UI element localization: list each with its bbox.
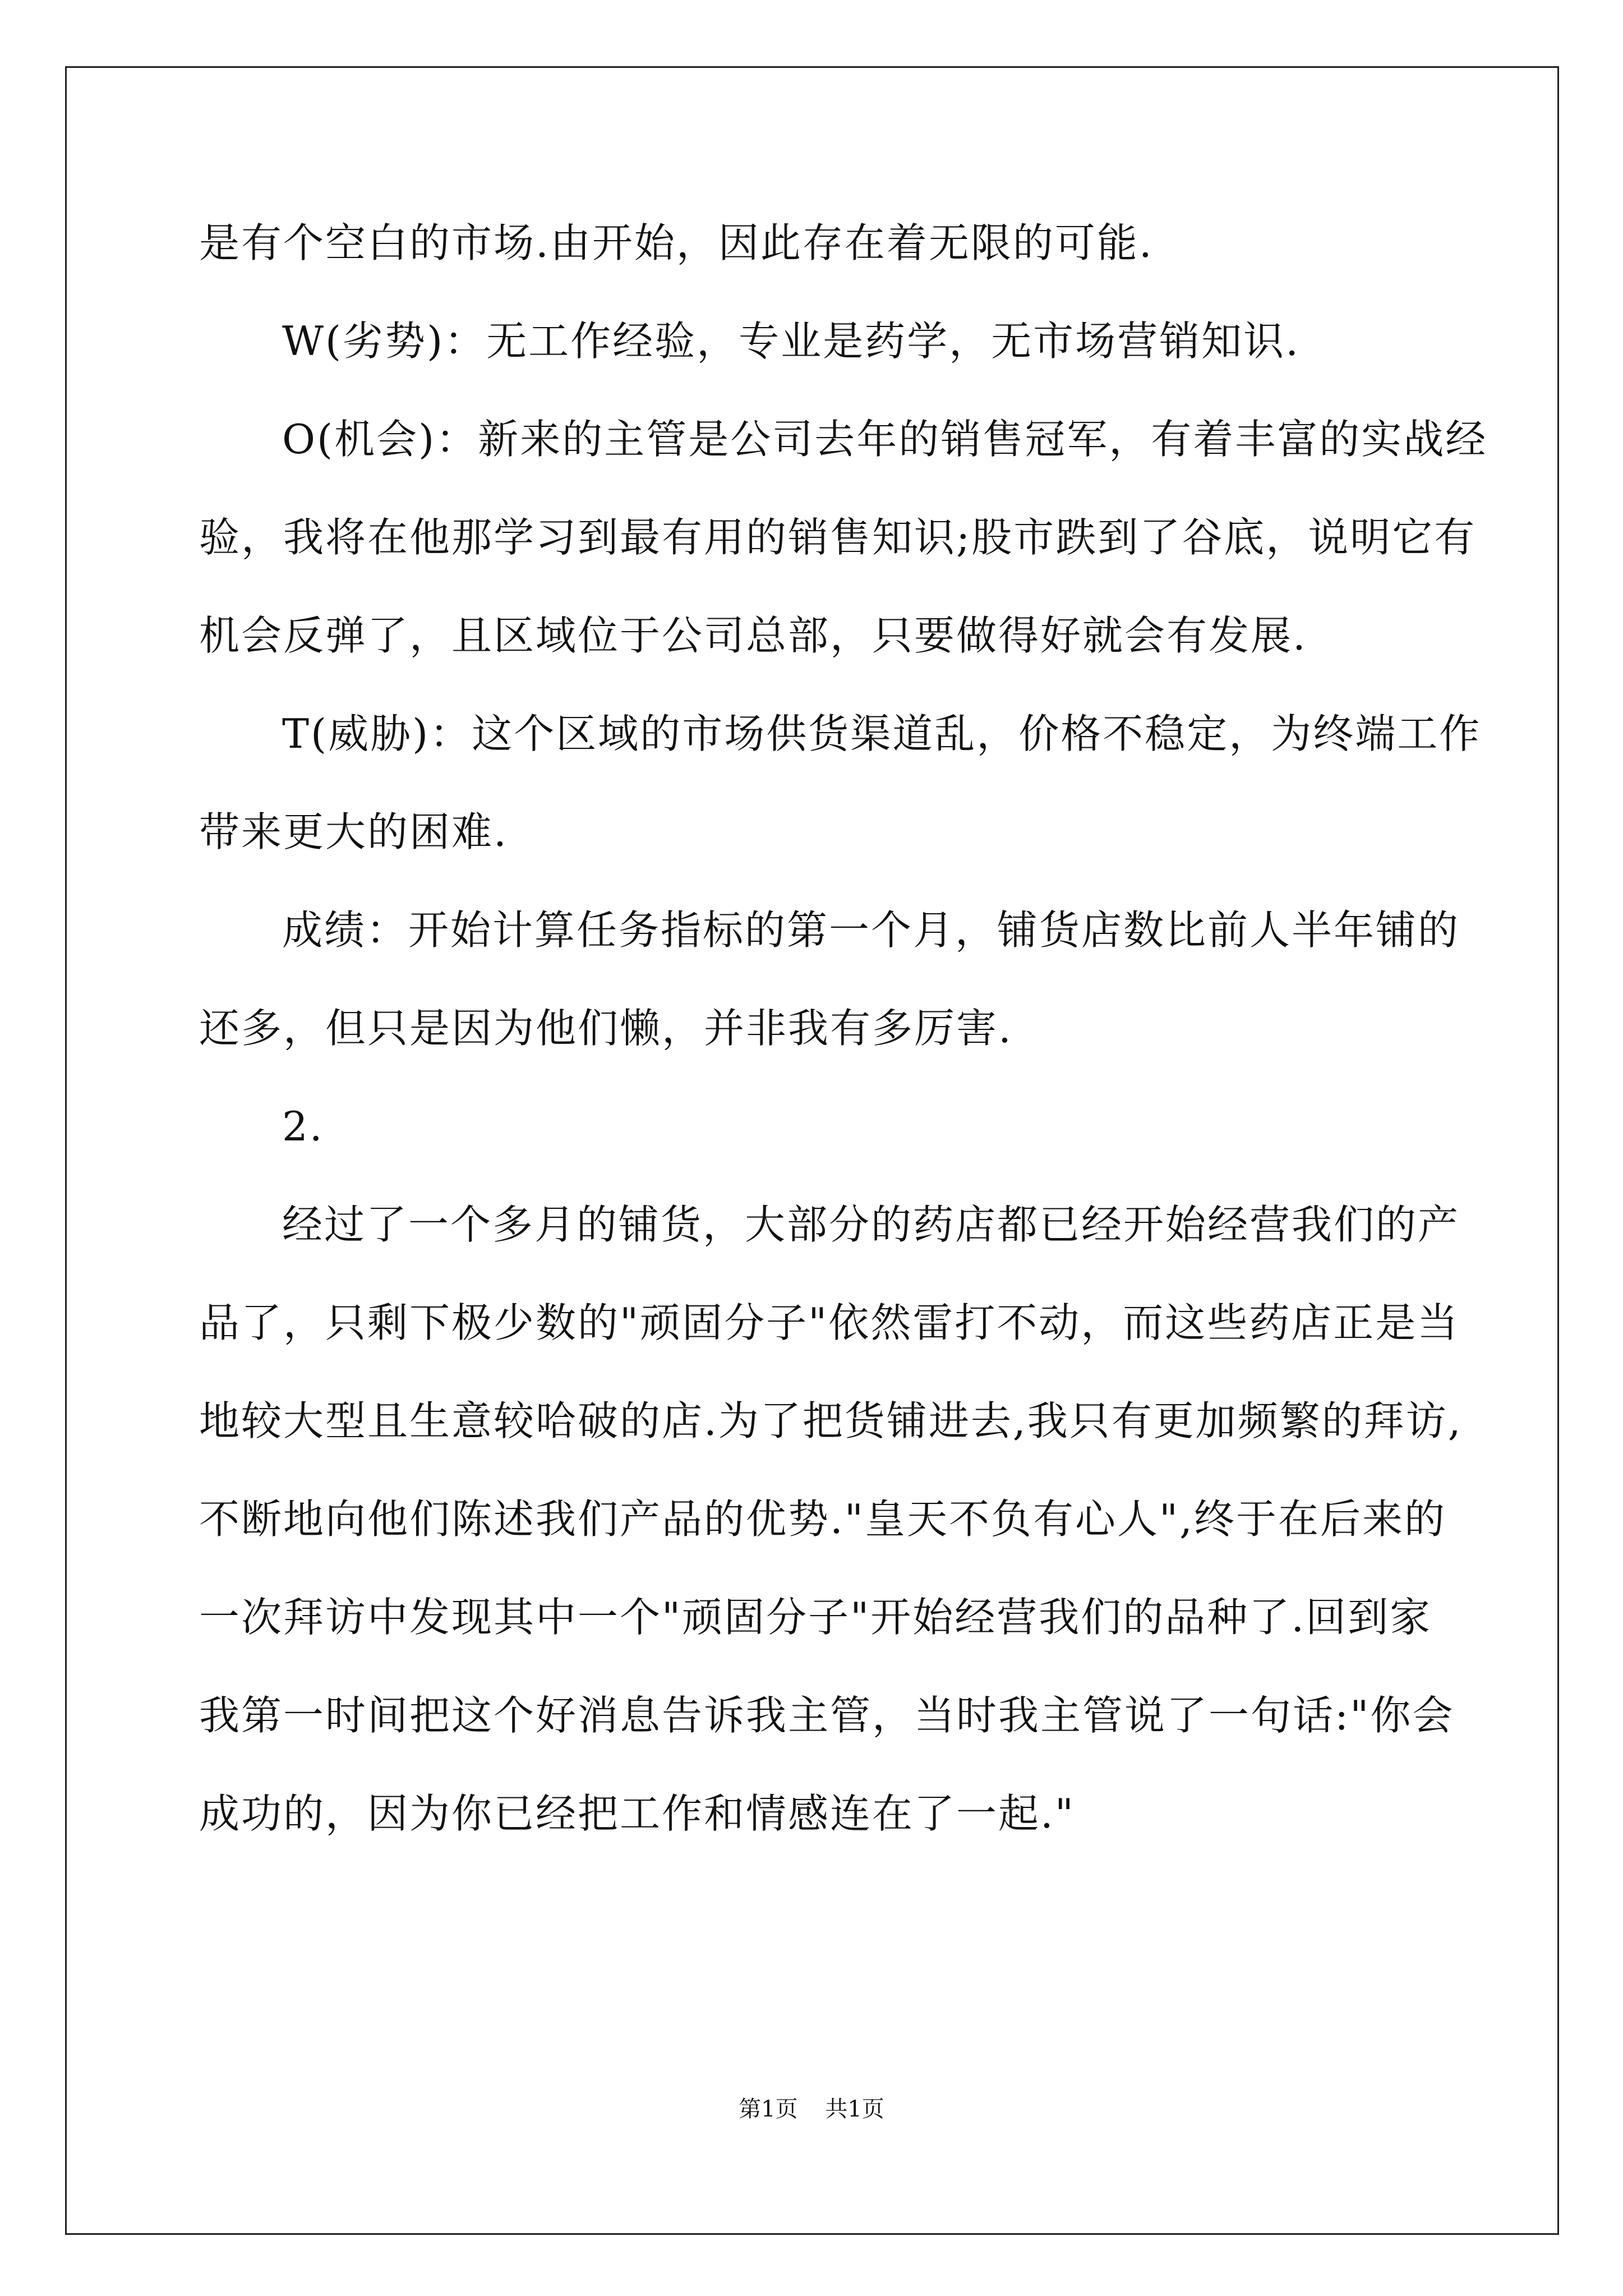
text-line: 机会反弹了，且区域位于公司总部，只要做得好就会有发展. xyxy=(199,612,1307,659)
text-line: 成功的，因为你已经把工作和情感连在了一起." xyxy=(199,1790,1076,1837)
page-total: 共1页 xyxy=(825,2096,884,2122)
text-line: 带来更大的困难. xyxy=(199,808,508,855)
text-line: 一次拜访中发现其中一个"顽固分子"开始经营我们的品种了.回到家 xyxy=(199,1594,1432,1641)
page-number: 第1页 xyxy=(739,2096,798,2122)
section-number: 2. xyxy=(282,1103,324,1150)
text-line: W(劣势)：无工作经验，专业是药学，无市场营销知识. xyxy=(282,318,1301,365)
text-line: 品了，只剩下极少数的"顽固分子"依然雷打不动，而这些药店正是当 xyxy=(199,1299,1460,1346)
text-line: 还多，但只是因为他们懒，并非我有多厉害. xyxy=(199,1005,1013,1052)
text-line: 不断地向他们陈述我们产品的优势."皇天不负有心人",终于在后来的 xyxy=(199,1496,1447,1543)
text-line: T(威胁)：这个区域的市场供货渠道乱，价格不稳定，为终端工作 xyxy=(282,710,1482,757)
text-line: 我第一时间把这个好消息告诉我主管，当时我主管说了一句话:"你会 xyxy=(199,1692,1455,1739)
text-line: O(机会)：新来的主管是公司去年的销售冠军，有着丰富的实战经 xyxy=(282,416,1488,463)
text-line: 地较大型且生意较哈破的店.为了把货铺进去,我只有更加频繁的拜访, xyxy=(199,1397,1463,1444)
text-line: 经过了一个多月的铺货，大部分的药店都已经开始经营我们的产 xyxy=(282,1201,1460,1248)
text-line: 是有个空白的市场.由开始，因此存在着无限的可能. xyxy=(199,219,1154,266)
page-footer xyxy=(0,2091,1623,2123)
text-line: 验，我将在他那学习到最有用的销售知识;股市跌到了谷底，说明它有 xyxy=(199,514,1477,561)
text-line: 成绩：开始计算任务指标的第一个月，铺货店数比前人半年铺的 xyxy=(282,907,1460,954)
